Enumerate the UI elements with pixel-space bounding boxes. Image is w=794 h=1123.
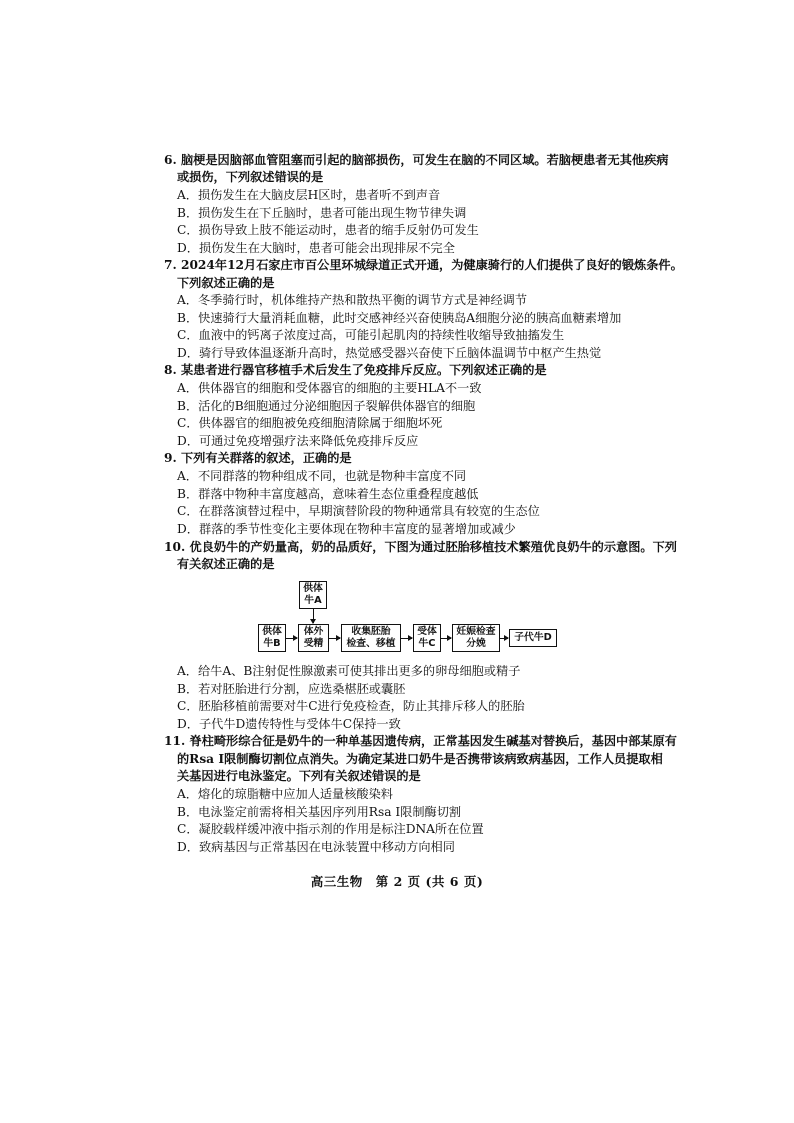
q9-option-b: B．群落中物种丰富度越高，意味着生态位重叠程度越低: [177, 487, 479, 501]
q7-option-c: C．血液中的钙离子浓度过高，可能引起肌肉的持续性收缩导致抽搐发生: [177, 328, 565, 342]
box-ivf: [298, 624, 329, 652]
box-pregnancy-line2: 分娩: [466, 638, 486, 649]
q6-stem-line2: 或损伤，下列叙述错误的是: [177, 170, 324, 184]
box-donor-a-line2: 牛A: [304, 595, 322, 606]
q6-option-c: C．损伤导致上肢不能运动时，患者的缩手反射仍可发生: [177, 223, 479, 237]
q11-option-c: C．凝胶载样缓冲液中指示剂的作用是标注DNA所在位置: [177, 822, 484, 836]
q8-option-a: A．供体器官的细胞和受体器官的细胞的主要HLA不一致: [177, 381, 482, 395]
q10-option-d: D．子代牛D遗传特性与受体牛C保持一致: [177, 717, 401, 731]
box-recipient-c: [413, 624, 441, 652]
q8-option-c: C．供体器官的细胞被免疫细胞清除属于细胞坏死: [177, 416, 443, 430]
box-donor-b-line1: 供体: [262, 626, 282, 637]
q9-stem-line1: 9. 下列有关群落的叙述，正确的是: [164, 451, 352, 465]
q11-option-a: A．熔化的琼脂糖中应加人适量核酸染料: [177, 787, 393, 801]
q7-stem-line1: 7. 2024年12月石家庄市百公里环城绿道正式开通，为健康骑行的人们提供了良好的锻炼条件。: [164, 258, 683, 272]
q6-option-d: D．损伤发生在大脑时，患者可能会出现排尿不完全: [177, 241, 455, 255]
q9-option-d: D．群落的季节性变化主要体现在物种丰富度的显著增加或减少: [177, 522, 516, 536]
q7-stem-line2: 下列叙述正确的是: [177, 276, 275, 290]
box-offspring-d: 子代牛D: [509, 629, 557, 647]
box-donor-a-line1: 供体: [303, 583, 323, 594]
q9-option-c: C．在群落演替过程中，早期演替阶段的物种通常具有较宽的生态位: [177, 504, 540, 518]
q6-stem-line1: 6. 脑梗是因脑部血管阻塞而引起的脑部损伤，可发生在脑的不同区域。若脑梗患者无其他疾病: [164, 153, 669, 167]
box-ivf-line2: 受精: [303, 638, 324, 649]
arrow-a-to-ivf: [313, 609, 314, 623]
q6-option-a: A．损伤发生在大脑皮层H区时，患者听不到声音: [177, 188, 441, 202]
q11-option-b: B．电泳鉴定前需将相关基因序列用Rsa Ⅰ限制酶切割: [177, 805, 462, 819]
q11-stem-line1: 11. 脊柱畸形综合征是奶牛的一种单基因遗传病，正常基因发生碱基对替换后，基因中部某原有: [164, 734, 677, 748]
page-footer: 高三生物 第 2 页 (共 6 页): [310, 874, 484, 889]
q10-stem-line2: 有关叙述正确的是: [177, 557, 275, 571]
box-collect-embryo: [341, 624, 401, 652]
q10-option-a: A．给牛A、B注射促性腺激素可使其排出更多的卵母细胞或精子: [177, 664, 521, 678]
q10-option-c: C．胚胎移植前需要对牛C进行免疫检查，防止其排斥移人的胚胎: [177, 699, 525, 713]
box-pregnancy-line1: 妊娠检查: [456, 626, 496, 637]
box-recipient-c-line2: 牛C: [418, 638, 436, 649]
q11-stem-line3: 关基因进行电泳鉴定。下列有关叙述错误的是: [177, 769, 421, 783]
q9-option-a: A．不同群落的物种组成不同，也就是物种丰富度不同: [177, 469, 467, 483]
arrow-ivf-to-collect: [329, 638, 340, 639]
q8-option-d: D．可通过免疫增强疗法来降低免疫排斥反应: [177, 434, 419, 448]
q8-stem-line1: 8. 某患者进行器官移植手术后发生了免疫排斥反应。下列叙述正确的是: [164, 363, 547, 377]
box-donor-b-line2: 牛B: [263, 638, 281, 649]
q7-option-a: A．冬季骑行时，机体维持产热和散热平衡的调节方式是神经调节: [177, 293, 528, 307]
box-ivf-line1: 体外: [303, 626, 324, 637]
box-donor-b: [258, 624, 286, 652]
q7-option-b: B．快速骑行大量消耗血糖，此时交感神经兴奋使胰岛A细胞分泌的胰高血糖素增加: [177, 311, 622, 325]
box-collect-line1: 收集胚胎: [351, 626, 391, 637]
arrow-pregnancy-to-d: [500, 638, 508, 639]
box-pregnancy-check: [452, 624, 500, 652]
arrow-b-to-ivf: [286, 638, 297, 639]
q6-option-b: B．损伤发生在下丘脑时，患者可能出现生物节律失调: [177, 206, 467, 220]
q11-option-d: D．致病基因与正常基因在电泳装置中移动方向相同: [177, 840, 455, 854]
box-recipient-c-line1: 受体: [417, 626, 437, 637]
q7-option-d: D．骑行导致体温逐渐升高时，热觉感受器兴奋使下丘脑体温调节中枢产生热觉: [177, 346, 602, 360]
box-collect-line2: 检查、移植: [346, 638, 396, 649]
q11-stem-line2: 的Rsa Ⅰ限制酶切割位点消失。为确定某进口奶牛是否携带该病致病基因，工作人员提取相: [177, 752, 663, 766]
arrow-collect-to-c: [401, 638, 412, 639]
q10-option-b: B．若对胚胎进行分割，应选桑椹胚或囊胚: [177, 682, 406, 696]
q10-stem-line1: 10. 优良奶牛的产奶量高，奶的品质好，下图为通过胚胎移植技术繁殖优良奶牛的示意图。下列: [164, 540, 677, 554]
arrow-c-to-pregnancy: [441, 638, 451, 639]
embryo-transfer-diagram: [250, 578, 570, 658]
box-donor-a: [299, 581, 327, 609]
q8-option-b: B．活化的B细胞通过分泌细胞因子裂解供体器官的细胞: [177, 399, 476, 413]
